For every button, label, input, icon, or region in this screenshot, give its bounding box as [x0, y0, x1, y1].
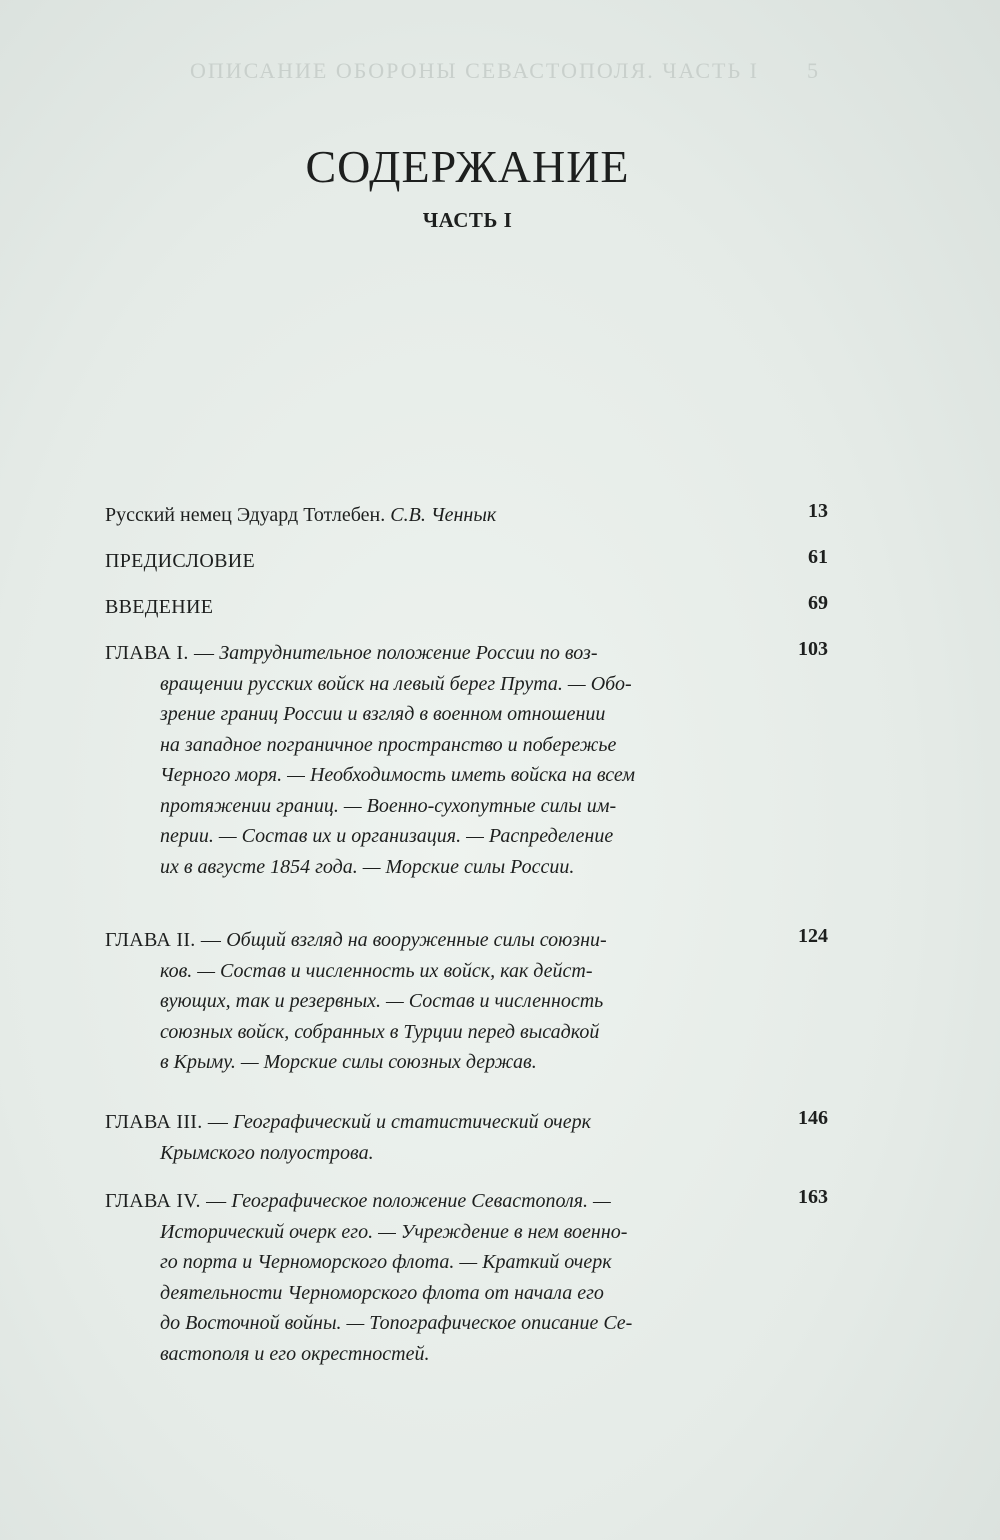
chapter-description-line: Крымского полуострова.	[160, 1141, 374, 1164]
chapter-description-line: протяжении границ. — Военно-сухопутные силы им-	[160, 794, 617, 817]
toc-entry-chapter-4	[105, 1186, 730, 1369]
chapter-label: ГЛАВА I. —	[105, 642, 215, 664]
chapter-description-line: зрение границ России и взгляд в военном отношении	[160, 703, 606, 725]
toc-entry-chapter-3	[105, 1107, 730, 1168]
toc-entry-introduction	[105, 592, 730, 623]
chapter-label: ГЛАВА IV. —	[105, 1190, 227, 1212]
chapter-description-line: го порта и Черноморского флота. — Краткий очерк	[160, 1251, 612, 1273]
entry-page-number: 124	[798, 925, 828, 947]
chapter-description-line: вращении русских войск на левый берег Прута. — Обо-	[160, 672, 632, 695]
chapter-description-line: Географический и статистический очерк	[233, 1111, 591, 1133]
chapter-description-line: в Крыму. — Морские силы союзных держав.	[160, 1051, 537, 1073]
toc-entry-chapter-2	[105, 925, 730, 1078]
chapter-label: ГЛАВА II. —	[105, 929, 222, 951]
chapter-description-line: союзных войск, собранных в Турции перед высадкой	[160, 1020, 600, 1043]
chapter-description-line: их в августе 1854 года. — Морские силы России.	[160, 855, 575, 878]
chapter-description-line: перии. — Состав их и организация. — Распределение	[160, 825, 614, 847]
chapter-description-line: Географическое положение Севастополя. —	[231, 1190, 611, 1212]
entry-label: ВВЕДЕНИЕ	[105, 596, 214, 618]
entry-page-number: 163	[798, 1186, 828, 1208]
entry-page-number: 146	[798, 1107, 828, 1129]
chapter-description-line: на западное пограничное пространство и побережье	[160, 733, 617, 756]
toc-entry-chapter-1	[105, 638, 730, 882]
entry-label: ПРЕДИСЛОВИЕ	[105, 550, 256, 572]
entry-page-number: 13	[808, 500, 828, 522]
chapter-description-line: Общий взгляд на вооруженные силы союзни-	[226, 929, 607, 951]
entry-page-number: 69	[808, 592, 828, 614]
chapter-description-line: вующих, так и резервных. — Состав и численность	[160, 990, 604, 1012]
chapter-description-line: деятельности Черноморского флота от начала его	[160, 1281, 604, 1304]
entry-page-number: 103	[798, 638, 828, 660]
toc-entry-preface	[105, 546, 730, 577]
chapter-description-line: ков. — Состав и численность их войск, как дейст-	[160, 959, 593, 982]
chapter-description-line: Черного моря. — Необходимость иметь войска на всем	[160, 764, 635, 786]
chapter-description-line: до Восточной войны. — Топографическое описание Се-	[160, 1312, 633, 1334]
running-page-number: 5	[807, 58, 820, 83]
chapter-label: ГЛАВА III. —	[105, 1111, 229, 1133]
contents-title: СОДЕРЖАНИЕ	[305, 141, 630, 192]
running-title: ОПИСАНИЕ ОБОРОНЫ СЕВАСТОПОЛЯ. ЧАСТЬ I	[190, 58, 759, 83]
part-heading: ЧАСТЬ I	[422, 208, 513, 232]
chapter-description-line: Затруднительное положение России по воз-	[219, 642, 598, 664]
toc-entry-intro-essay	[105, 500, 730, 531]
chapter-description-line: вастополя и его окрестностей.	[160, 1342, 430, 1365]
chapter-description-line: Исторический очерк его. — Учреждение в нем военно-	[160, 1220, 628, 1243]
entry-page-number: 61	[808, 546, 828, 568]
show-through-running-header	[190, 58, 830, 84]
entry-author: С.В. Ченнык	[390, 504, 497, 526]
entry-label: Русский немец Эдуард Тотлебен.	[105, 504, 386, 526]
